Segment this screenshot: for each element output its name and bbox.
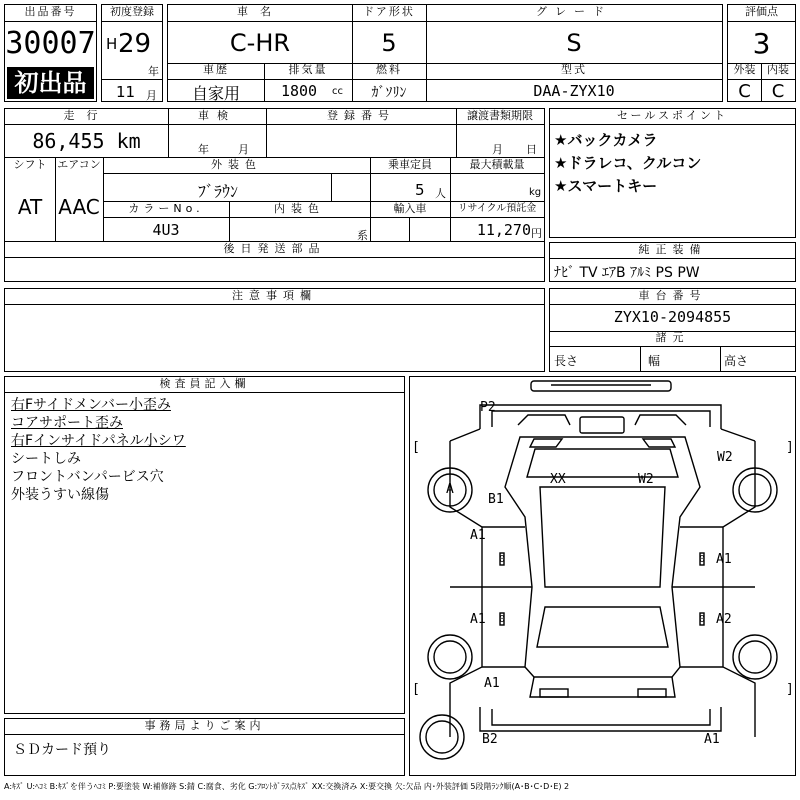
inspector-line-6: 外装うすい線傷 — [11, 487, 109, 503]
ac: AAC — [58, 195, 100, 219]
shift: AT — [17, 195, 43, 219]
reg-number-label: 登録番号 — [327, 109, 395, 122]
zero-4: 0 — [699, 614, 706, 625]
sales-point-3: ★スマートキー — [554, 177, 658, 195]
first-listing-badge — [7, 67, 94, 99]
mark-a2-right-2: A2 — [716, 612, 732, 627]
width-label: 幅 — [648, 354, 661, 368]
equipment-value: ﾅﾋﾞ TV ｴｱB ｱﾙﾐ PS PW — [554, 265, 700, 281]
mark-a1-left-1: A1 — [470, 528, 486, 543]
shift-label: シフト — [13, 158, 47, 171]
inspector-box — [4, 376, 405, 714]
grade-label: グレード — [536, 5, 612, 18]
mark-a1-left-3: A1 — [484, 676, 500, 691]
import-label: 輸入車 — [393, 202, 427, 215]
zero-1: 0 — [499, 554, 506, 565]
car-name: C-HR — [229, 29, 291, 57]
inspection-month-unit: 月 — [238, 143, 249, 156]
bracket-left-1: [ — [412, 440, 420, 455]
mark-a-wheel: A — [446, 482, 454, 497]
mark-a1-right-3: A1 — [704, 732, 720, 747]
equipment-label: 純正装備 — [638, 243, 707, 256]
specs-box — [4, 108, 545, 282]
sales-points-label: セールスポイント — [616, 109, 728, 122]
zero-3: 0 — [499, 614, 506, 625]
mark-xx: XX — [550, 472, 566, 487]
recycle-fee: 11,270 — [476, 221, 531, 239]
mileage: 86,455 km — [32, 129, 141, 153]
bracket-left-2: [ — [412, 682, 420, 697]
inspector-line-4: シートしみ — [11, 451, 81, 467]
sales-point-2: ★ドラレコ、クルコン — [554, 154, 702, 172]
year: 29 — [118, 29, 152, 59]
capacity: 5 — [415, 181, 425, 199]
mark-a1-left-2: A1 — [470, 612, 486, 627]
bracket-right-1: ] — [786, 440, 794, 455]
sales-point-1: ★バックカメラ — [554, 131, 658, 149]
car-box — [167, 4, 723, 102]
first-reg-box — [101, 4, 163, 102]
notes-box — [4, 288, 545, 372]
interior-label: 内装 — [767, 63, 789, 76]
dims-label: 諸元 — [655, 331, 690, 344]
int-color-suffix: 系 — [357, 229, 368, 242]
chassis-number: ZYX10-2094855 — [613, 308, 732, 326]
legend: A:ｷｽﾞ U:ﾍｺﾐ B:ｷｽﾞを伴うﾍｺﾐ P:要塗装 W:補修跡 S:錆 C:腐食、劣化 G:ﾌﾛﾝﾄｶﾞﾗｽ点ｷｽﾞ XX:交換済み X:要交換 欠:欠品 内･外装評価 5段階ﾗﾝｸ順(A･B･C･D･E) 2 — [4, 782, 570, 791]
max-load-unit: kg — [529, 187, 542, 198]
interior-grade: C — [771, 81, 785, 102]
fuel-label: 燃料 — [376, 63, 402, 76]
inspector-line-2: コアサポート歪み — [11, 415, 123, 431]
chassis-box — [549, 288, 796, 372]
transfer-label: 譲渡書類期限 — [467, 109, 533, 122]
history-label: 車歴 — [203, 63, 229, 76]
mileage-label: 走行 — [63, 109, 110, 122]
mark-w2-roof: W2 — [638, 472, 654, 487]
car-name-label: 車名 — [237, 5, 283, 18]
bracket-right-2: ] — [786, 682, 794, 697]
recycle-label: リサイクル預託金 — [457, 203, 537, 214]
lot-box — [4, 4, 97, 102]
color-no: 4U3 — [152, 221, 180, 239]
capacity-label: 乗車定員 — [388, 158, 432, 171]
zero-2: 0 — [699, 554, 706, 565]
damage-diagram — [409, 376, 796, 776]
chassis-label: 車台番号 — [638, 289, 707, 302]
grade: S — [566, 29, 582, 57]
era: H — [106, 35, 118, 53]
score: 3 — [752, 27, 771, 60]
month-unit: 月 — [146, 89, 157, 102]
ext-color: ﾌﾞﾗｳﾝ — [197, 182, 238, 201]
max-load-label: 最大積載量 — [469, 158, 525, 171]
sales-points-box — [549, 108, 796, 238]
notes-label: 注意事項欄 — [232, 289, 317, 302]
equipment-box — [549, 242, 796, 282]
mark-w2-right: W2 — [717, 450, 733, 465]
score-box — [727, 4, 796, 102]
inspector-line-3: 右Fインサイドパネル小シワ — [11, 433, 186, 449]
first-reg-label: 初度登録 — [110, 5, 154, 18]
model: DAA-ZYX10 — [533, 82, 615, 100]
car-outline-diagram — [410, 377, 795, 775]
transfer-day-unit: 日 — [526, 143, 537, 156]
displacement: 1800 — [280, 82, 318, 100]
transfer-month-unit: 月 — [492, 143, 503, 156]
mark-a1-right-1: A1 — [716, 552, 732, 567]
fuel: ｶﾞｿﾘﾝ — [371, 85, 407, 101]
office-label: 事務局よりご案内 — [144, 719, 265, 732]
exterior-label: 外装 — [733, 63, 756, 76]
doors: 5 — [381, 29, 397, 57]
lot-label: 出品番号 — [24, 5, 77, 18]
history: 自家用 — [191, 84, 240, 103]
displacement-label: 排気量 — [288, 63, 328, 76]
inspector-label: 検査員記入欄 — [159, 377, 250, 390]
capacity-unit: 人 — [435, 187, 446, 200]
color-no-label: カラーNo. — [128, 202, 204, 215]
inspector-line-1: 右Fサイドメンバー小歪み — [11, 397, 171, 413]
first-listing-badge-text: 初出品 — [14, 69, 87, 97]
door-label: ドア形状 — [363, 5, 415, 18]
displacement-unit: cc — [332, 86, 343, 97]
model-label: 型式 — [561, 63, 587, 76]
length-label: 長さ — [554, 354, 579, 368]
inspection-year-unit: 年 — [198, 143, 209, 156]
score-label: 評価点 — [745, 5, 778, 18]
inspection-label: 車検 — [198, 109, 236, 122]
month: 11 — [116, 83, 136, 101]
int-color-label: 内装色 — [274, 202, 325, 215]
lot-number: 30007 — [5, 26, 96, 61]
year-unit: 年 — [148, 65, 159, 78]
mark-p2: P2 — [480, 400, 496, 415]
office-text: ＳＤカード預り — [13, 742, 111, 758]
recycle-unit: 円 — [531, 227, 542, 240]
later-parts-label: 後日発送部品 — [223, 242, 326, 255]
ext-color-label: 外装色 — [211, 158, 262, 171]
height-label: 高さ — [724, 354, 749, 368]
exterior-grade: C — [738, 81, 751, 102]
ac-label: エアコン — [57, 158, 101, 171]
inspector-line-5: フロントバンパービス穴 — [11, 469, 164, 485]
mark-b2: B2 — [482, 732, 498, 747]
mark-b1: B1 — [488, 492, 504, 507]
office-box — [4, 718, 405, 776]
